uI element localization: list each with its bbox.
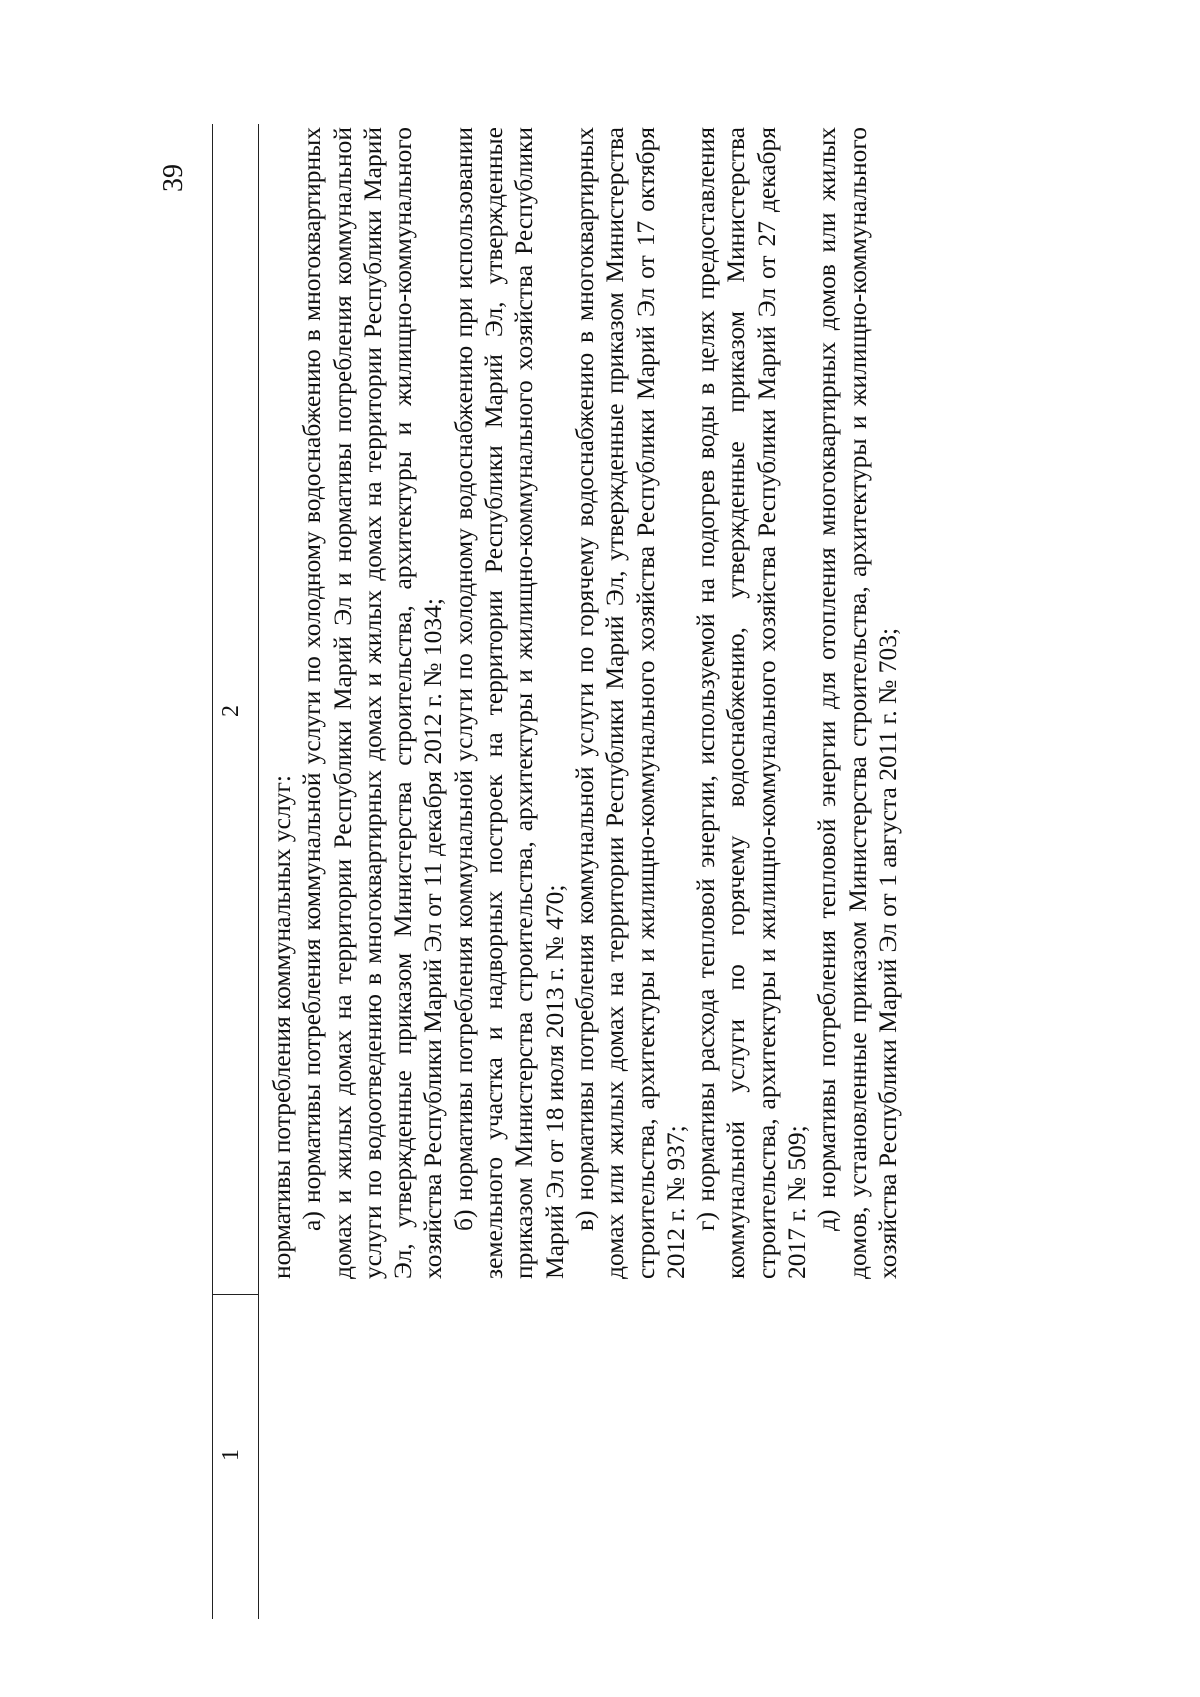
table-cell-column-2 (267, 127, 903, 1279)
table-column-divider (212, 1294, 258, 1295)
table-header-border (258, 124, 259, 1619)
paragraph-a: а) нормативы потребления коммунальной услуги по холодному водоснабжению в многоквартирных домах и жилых домах на территории Республики Марий Эл и нормативы потребления коммунальной услуги по водоотведению в многоквартирных домах и жилых домах на территории Республики Марий Эл, утвержденные приказом Министерства строительства, архитектуры и жилищно-коммунального хозяйства Республики Марий Эл от 11 декабря 2012 г. № 1034; (297, 127, 448, 1279)
paragraph-g: г) нормативы расхода тепловой энергии, используемой на подогрев воды в целях предоставления коммунальной услуги по горячему водоснабжению, утвержденные приказом Министерства строительства, архитектуры и жилищно-коммунального хозяйства Республики Марий Эл от 27 декабря 2017 г. № 509; (691, 127, 812, 1279)
table-column-header-1: 1 (218, 1449, 244, 1461)
page-number: 39 (158, 164, 189, 192)
paragraph-d: д) нормативы потребления тепловой энергии для отопления многоквартирных домов или жилых домов, установленные приказом Министерства строительства, архитектуры и жилищно-коммунального хозяйства Республики Марий Эл от 1 августа 2011 г. № 703; (812, 127, 902, 1279)
paragraph-v: в) нормативы потребления коммунальной услуги по горячему водоснабжению в многоквартирных домах или жилых домах на территории Республики Марий Эл, утвержденные приказом Министерства строительства, архитектуры и жилищно-коммунального хозяйства Республики Марий Эл от 17 октября 2012 г. № 937; (569, 127, 690, 1279)
table-top-border (212, 124, 213, 1619)
table-column-header-2: 2 (218, 705, 244, 717)
paragraph-intro: нормативы потребления коммунальных услуг: (267, 775, 296, 1279)
paragraph-b: б) нормативы потребления коммунальной услуги по холодному водоснабжению при использовании земельного участка и надворных построек на территории Республики Марий Эл, утвержденные приказом Министерства строительства, архитектуры и жилищно-коммунального хозяйства Республики Марий Эл от 18 июля 2013 г. № 470; (448, 127, 569, 1279)
